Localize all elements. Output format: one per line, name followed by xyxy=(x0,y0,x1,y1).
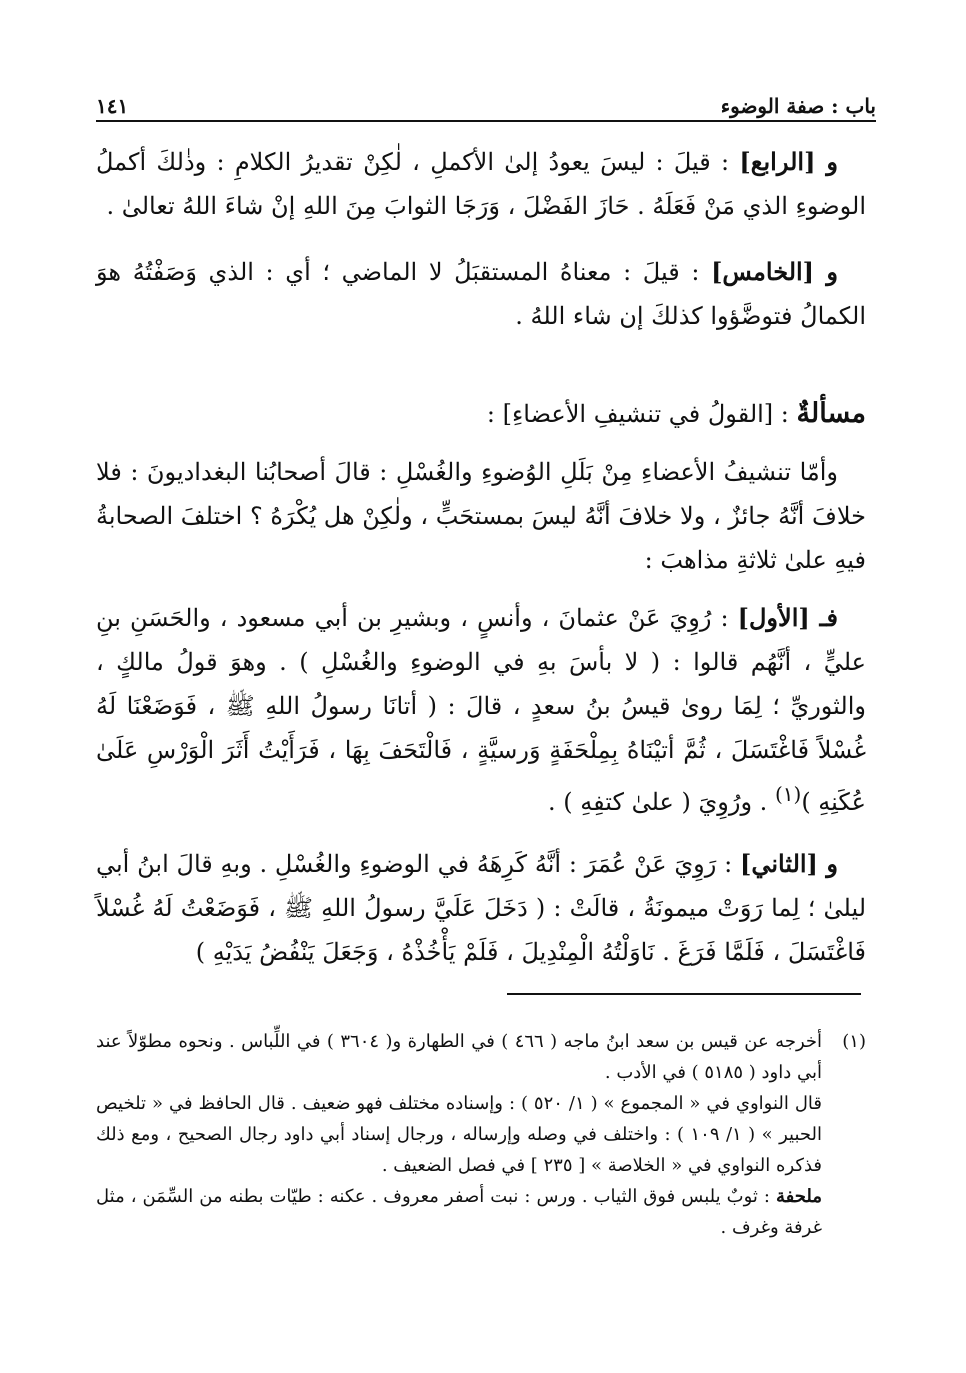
footnote-reference: (١) xyxy=(774,782,802,806)
label-fifth: و [الخامس] xyxy=(711,257,838,286)
paragraph-fifth xyxy=(96,250,866,338)
text-intro: وأمّا تنشيفُ الأعضاءِ مِنْ بَلَلِ الوُضوءِ والغُسْلِ : قالَ أصحابُنا البغداديونَ : فلا خلافَ أنَّهُ جائزٌ ، ولا خلافَ أنَّهُ ليسَ بمستحَبٍّ ، ولٰكِنْ هل يُكْرَهُ ؟ اختلفَ الصحابةُ فيهِ علىٰ ثلاثةِ مذاهبَ : xyxy=(96,458,866,574)
paragraph-intro xyxy=(96,450,866,582)
header-rule xyxy=(96,120,876,122)
footnote-number: (١) xyxy=(842,1031,866,1052)
footnote-source: أخرجه عن قيس بن سعد ابنُ ماجه ( ٤٦٦ ) في الطهارة و( ٣٦٠٤ ) في اللِّباس . ونحوه مطوّلاً عند أبي داود ( ٥١٨٥ ) في الأدب . xyxy=(96,1031,823,1083)
text-first-tail: . ورُوِيَ ( علىٰ كتفِهِ ) . xyxy=(548,788,775,816)
text-fifth: : قيلَ : معناهُ المستقبَلُ لا الماضي ؛ أي : الذي وَصَفْتُهُ هوَ الكمالُ فتوضَّؤوا كذلكَ إن شاء اللهُ . xyxy=(96,258,866,330)
footnote-separator xyxy=(507,993,861,995)
footnote-item xyxy=(96,1026,866,1243)
paragraph-fourth xyxy=(96,140,866,228)
paragraph-second xyxy=(96,842,866,974)
label-fourth: و [الرابع] xyxy=(739,147,839,176)
chapter-title: باب : صفة الوضوء xyxy=(720,94,876,118)
label-second: و [الثاني] xyxy=(739,849,838,878)
issue-heading xyxy=(96,392,866,436)
footnote-gloss xyxy=(96,1181,822,1243)
issue-word: مسألةٌ xyxy=(796,398,866,429)
gloss-label: ملحفة xyxy=(776,1186,822,1207)
gloss-text: : ثوبٌ يلبس فوق الثياب . ورس : نبت أصفر معروف . عكنه : طيّات بطنه من السِّمَن ، مثل غرفة وغرف . xyxy=(96,1186,822,1238)
footnotes xyxy=(96,1026,866,1243)
label-first: فـ [الأول] xyxy=(737,603,839,632)
text-fourth: : قيلَ : ليسَ يعودُ إلىٰ الأكملِ ، لٰكِنْ تقديرُ الكلامِ : وذٰلكَ أكملُ الوضوءِ الذي مَنْ فَعَلَهُ . حَازَ الفَضْلَ ، وَرَجَا الثوابَ مِنَ اللهِ إنْ شاءَ اللهُ تعالىٰ . xyxy=(96,148,866,220)
issue-title: : [القولُ في تنشيفِ الأعضاءِ] : xyxy=(486,400,797,428)
text-second: : رَوِيَ عَنْ عُمَرَ : أنَّهُ كَرِهَهُ في الوضوءِ والغُسْلِ . وبهِ قالَ ابنُ أبي ليلىٰ ؛ لِما رَوَتْ ميمونَةُ ، قالَتْ : ( دَخَلَ عَلَيَّ رسولُ اللهِ ﷺ ، فَوَضَعْتُ لَهُ غُسْلاً فَاغْتَسَلَ ، فَلَمَّا فَرَغَ . نَاوَلْتُهُ الْمِنْدِيلَ ، فَلَمْ يَأْخُذْهُ ، وَجَعَلَ يَنْفُضُ يَدَيْهِ ) xyxy=(96,850,866,966)
running-header xyxy=(96,84,876,118)
text-first: : رُوِيَ عَنْ عثمانَ ، وأنسٍ ، وبشيرِ بن أبي مسعود ، والحَسَنِ بنِ عليٍّ ، أنَّهُم قالوا : ( لا بأسَ بهِ في الوضوءِ والغُسْلِ ) . وهوَ قولُ مالكٍ ، والثوريِّ ؛ لِمَا روىٰ قيسُ بنُ سعدٍ ، قالَ : ( أتانَا رسولُ اللهِ ﷺ ، فَوَضَعْنَا لَهُ غُسْلاً فَاغْتَسَلَ ، ثُمَّ أتيْنَاهُ بِمِلْحَفَةٍ وَرسيَّةٍ ، فَالْتَحَفَ بِهَا ، فَرَأَيْتُ أَثَرَ الْوَرْسِ عَلَىٰ عُكَنِهِ ) xyxy=(96,604,866,816)
page-number: ١٤١ xyxy=(96,94,129,118)
footnote-grading: قال النواوي في « المجموع » ( ١/ ٥٢٠ ) : وإسناده مختلف فهو ضعيف . قال الحافظ في « تلخيص الحبير » ( ١/ ١٠٩ ) : واختلف في وصله وإرساله ، ورجال إسناد أبي داود رجال الصحيح ، ومع ذلك فذكره النواوي في « الخلاصة » [ ٢٣٥ ] في فصل الضعيف . xyxy=(96,1093,823,1176)
footnote-body xyxy=(96,1026,822,1243)
paragraph-first xyxy=(96,596,866,824)
